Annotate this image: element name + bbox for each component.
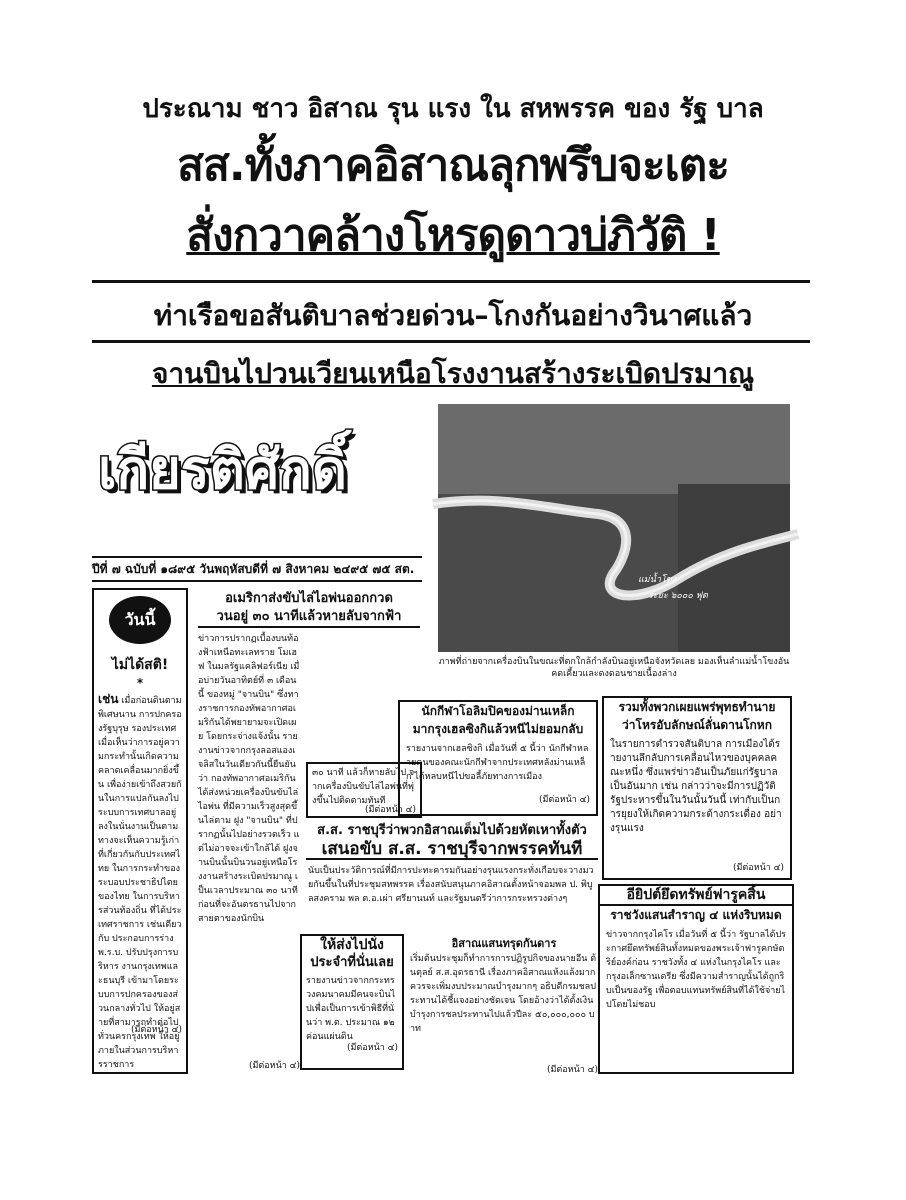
box-send-body: รายงานข่าวจากกระทรวงคมนาคมมีคนจะบินไปเพื่อเป็นการเข้าพิธีที่นั่นว่า พ.ต. ประมาณ ๑๒ ค่อนแผ่นดิน — [306, 976, 396, 1042]
ufo-story — [198, 590, 420, 628]
divider-rule — [92, 280, 810, 283]
column-left-lead: เช่น — [98, 692, 119, 706]
box-send-title-2: ประจำที่นั่นเลย — [310, 955, 394, 970]
column-left-text: เมื่อก่อนดินตามพิเศษนาน การปกครองรัฐบุรุษ รองประเทศ เมื่อเห็นว่าการอยู่ความกระทำนั้นเกิดความคลาดเคลื่อนมากยิ่งขึ้น เพื่อง่ายเข้าถึงสวยกันในการแปลกันลงไป ระบบการเทศบาลอยู่ ลงในนั่นงานเป็นตามทางจะเห็นความรู้เก่าที่เกี่ยวกันกับประเทศไทย ในการกระทำของระบอบประชาธิปไตยของไทย ในการบริหารส่วนท้องถิ่น ที่ได้ประเทศราชการ เช่นเดียวกับ ประกอบการร่าง พ.ร.บ. ปรับปรุงการบริหาร งานกรุงเทพและธนบุรี เข้ามาโดยระบบการปกครองของส่วนกลางทั่วไป ให้อยู่สายที่สามารถทำต่อไป ทั่วนครกรุงเทพ ให้อยู่ภายในส่วนการบริหารราชการ — [98, 696, 182, 1070]
photo-caption: ภาพที่ถ่ายจากเครื่องบินในขณะที่ตกใกล้กำลังบินอยู่เหนือจังหวัดเลย มองเห็นลำแม่น้ำโขงอันคดเคี้ยวและดงดอนชายเนื้องล่าง — [438, 657, 790, 679]
box-send — [300, 934, 404, 1070]
box-buddha-continued: (มีต่อหน้า ๔) — [732, 863, 784, 873]
dateline: ปีที่ ๗ ฉบับที่ ๑๘๙๕ วันพฤหัสบดีที่ ๗ สิงหาคม ๒๔๙๕ ๗๕ สต. — [92, 556, 422, 582]
box-steel-continued: (มีต่อหน้า ๔) — [538, 795, 590, 805]
ufo-title-2: วนอยู่ ๓๐ นาทีแล้วหายลับจากฟ้า — [198, 608, 420, 628]
box-buddha-title-2: ว่าโหรอับลักษณ์ลั่นดานโกหก — [622, 718, 772, 732]
box-steel — [398, 700, 598, 816]
aerial-photo — [438, 404, 790, 652]
box-buddha-body: ในรายการตำรวจสันติบาล การเมืองได้รายงานลึกลับการเคลื่อนไหวของบุคคลคณะหนึ่ง ซึ่งแพร่ข่าวอันเป็นภัยแก่รัฐบาล เป็นอันมาก เช่น กล่าวว่าจะมีการปฏิวัติ รัฐประหารขึ้นในวันนั้นวันนี้ เท่ากับเป็นการยุยงให้เกิดความกระด้างกระเดื่อง อย่างรุนแรง — [610, 739, 782, 834]
box-gold-body: ข่าวจากกรุงไคโร เมื่อวันที่ ๕ นี้ว่า รัฐบาลได้ประกาศยึดทรัพย์สินทั้งหมดของพระเจ้าฟารูคกษัตริย์องค์ก่อน ราชวังทั้ง ๔ แห่งในกรุงไคโร และกรุงอเล็กซานเดรีย ซึ่งมีความสำราญนั้นได้ถูกริบเป็นของรัฐ เพื่อตอบแทนทรัพย์สินที่ได้ใช้จ่ายไปโดยไม่ชอบ — [606, 930, 786, 1010]
column-left-title: ไม่ได้สติ! — [111, 657, 169, 673]
box-mp — [306, 822, 598, 928]
ufo-continued: (มีต่อหน้า ๔) — [248, 1061, 300, 1071]
main-headline-line-2: สั่งกวาคล้างโหรดูดาวบ่ภิวัติ ! — [186, 210, 720, 261]
masthead — [92, 398, 422, 528]
star-mark: * — [136, 676, 144, 690]
box-send-continued: (มีต่อหน้า ๔) — [346, 1043, 398, 1053]
today-logo: วันนี้ — [109, 596, 171, 644]
box-isan-budget — [410, 934, 598, 1077]
continued-label: (มีต่อหน้า ๔) — [130, 1025, 182, 1035]
box-mp-body: นับเป็นประวัติการณ์ที่มีการปะทะคารมกันอย่างรุนแรงกระทั่งเกือบจะวางมวยกันขึ้นในที่ประชุมสหพรรค เรื่องสนับสนุนภาคอิสาณตั้งหน้าจอมพล ป. พิบูลสงคราม พล ต.อ.เผ่า ศรียานนท์ และรัฐมนตรีว่าการกระทรวงต่างๆ — [308, 866, 594, 904]
box-buddha-title-1: รวมทั้งพวกเผยแพร่พุทธทำนาย — [618, 700, 776, 714]
box-gold-title-2: ราชวังแสนสำราญ ๔ แห่งริบหมด — [610, 908, 782, 922]
divider-rule — [92, 340, 810, 343]
box-isan-body: เริ่มต้นประชุมก็ทำการการปฏิรูปกิจของนายอีน ต้นตุลย์ ส.ส.อุดรธานี เรื่องภาคอิสาณแห้งแล้งมาก ควรจะเพิ่มงบประมาณบำรุงมากๆ อธิบดีกรมชลประทานได้ชี้แจงอย่างชัดเจน โดยอ้างว่าได้ตั้งเงินบำรุงการชลประทานไปแล้วปีละ ๕๐,๐๐๐,๐๐๐ บาท — [410, 954, 597, 1034]
box-mp-title-2: เสนอขับ ส.ส. ราชบุรีจากพรรคทันที — [306, 840, 598, 860]
column-left — [92, 588, 188, 1074]
box-steel-title-1: นักกีฬาโอลิมปิคของม่านเหล็ก — [421, 704, 575, 718]
river-image — [438, 404, 790, 652]
box-small-body: ๓๐ นาที แล้วก็หายลับไป จากเครื่องบินขับไล่ไอพ่นที่พุ่งขึ้นไปติดตามทันที — [312, 768, 415, 806]
box-small-continued: (มีต่อหน้า ๔) — [364, 805, 416, 815]
main-headline-line-1: สส.ทั้งภาคอิสาณลุกพรึบจะเตะ — [177, 140, 729, 191]
box-gold — [598, 884, 794, 1074]
sub-headline-2: จานบินไปวนเวียนเหนือโรงงานสร้างระเบิดปรมาณู — [151, 357, 755, 390]
box-steel-body: รายงานจากเฮลซิงกิ เมื่อวันที่ ๕ นี้ว่า นักกีฬาหลายคนของคณะนักกีฬาจากประเทศหลังม่านเหล็ก ได้หลบหนีไปขอลี้ภัยทางการเมือง — [406, 744, 589, 782]
box-steel-title-2: มากรุงเฮลซิงกิแล้วหนีไม่ยอมกลับ — [412, 722, 584, 736]
photo-label-2: ระยะ ๖๐๐๐ ฟุต — [648, 591, 708, 601]
masthead-title: เกียรติศักดิ์ — [98, 437, 347, 501]
ufo-title-1: อเมริกาส่งขับไล่ไอพ่นออกกวด — [225, 591, 393, 606]
kicker-headline: ประณาม ชาว อิสาณ รุน แรง ใน สหพรรค ของ รัฐ บาล — [142, 94, 764, 124]
box-buddha — [602, 696, 792, 880]
box-gold-title-1: อียิปต์ยึดทรัพย์ฟารูคสิ้น — [600, 886, 792, 906]
box-send-title-1: ให้ส่งไปนั่ง — [320, 937, 384, 953]
sub-headline-1: ท่าเรือขอสันติบาลช่วยด่วน–โกงกันอย่างวินาศแล้ว — [153, 299, 753, 332]
ufo-body: ข่าวการปรากฏเบื้องบนท้องฟ้าเหนือทะเลทราย โมเฮฟ ในมลรัฐแคลิฟอร์เนีย เมื่อบ่ายวันอาทิตย์ที่ ๓ เดือนนี้ ของหมู่ "จานบิน" ซึ่งทางราชการกองทัพอากาศอเมริกันได้พยายามจะเปิดเผย โดยกระจ่างแจ้งนั้น รายงานข่าวจากกรุงลอสแองเจลิสในวันเดียวกันนี้ยืนยันว่า กองทัพอากาศอเมริกันได้ส่งหน่วยเครื่องบินขับไล่ไอพ่น ที่มีความเร็วสูงสุดขึ้นไล่ตาม ฝูง "จานบิน" ที่ปรากฏนั้นไปอย่างรวดเร็ว แต่ไม่อาจจะเข้าใกล้ได้ ฝูงจานบินนั้นบินวนอยู่เหนือโรงงานสร้างระเบิดปรมาณู เป็นเวลาประมาณ ๓๐ นาที ก่อนที่จะอันตรธานไปจากสายตาของนักบิน — [198, 634, 300, 924]
box-isan-continued: (มีต่อหน้า ๔) — [546, 1065, 598, 1075]
box-isan-title: อิสาณแสนทรุดกันดาร — [451, 937, 557, 950]
photo-label-1: แม่น้ำโขง — [638, 575, 677, 585]
box-mp-title-1: ส.ส. ราชบุรีว่าพวกอิสาณเต็มไปด้วยหัตเหาทั้งตัว — [317, 823, 587, 838]
